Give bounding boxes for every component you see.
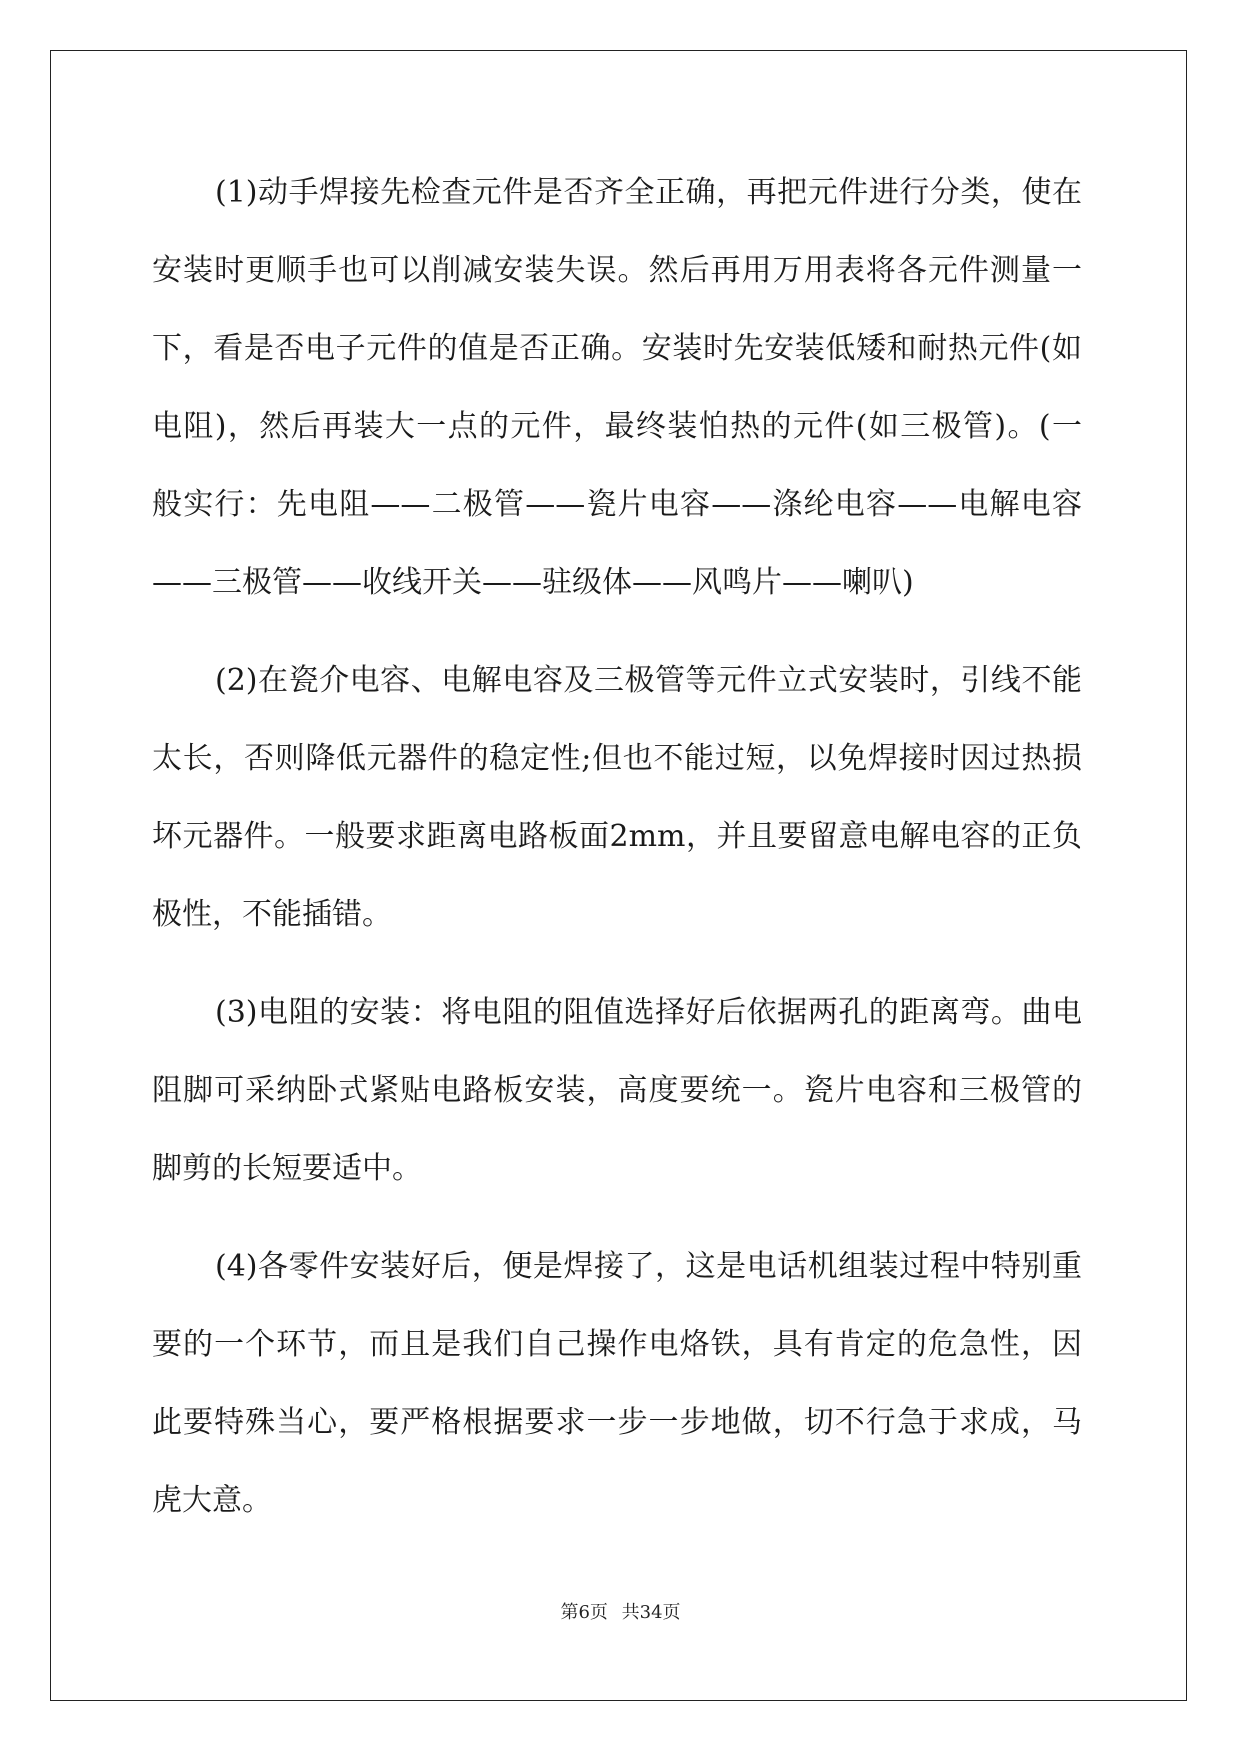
text-line: 般实行：先电阻——二极管——瓷片电容——涤纶电容——电解电容	[152, 487, 1082, 522]
paragraph-4	[152, 1228, 1082, 1540]
paragraph-2	[152, 642, 1082, 954]
page-total: 共34页	[621, 1602, 681, 1623]
text-line: 太长，否则降低元器件的稳定性;但也不能过短，以免焊接时因过热损	[152, 741, 1082, 776]
text-line: 要的一个环节，而且是我们自己操作电烙铁，具有肯定的危急性，因	[152, 1327, 1082, 1362]
paragraph-1	[152, 154, 1082, 622]
text-line: 安装时更顺手也可以削减安装失误。然后再用万用表将各元件测量一	[152, 253, 1082, 288]
paragraph-3	[152, 974, 1082, 1208]
page-footer	[0, 1598, 1241, 1624]
text-line: 下，看是否电子元件的值是否正确。安装时先安装低矮和耐热元件(如	[152, 331, 1082, 366]
document-body	[152, 154, 1082, 1560]
text-line: 阻脚可采纳卧式紧贴电路板安装，高度要统一。瓷片电容和三极管的	[152, 1073, 1082, 1108]
text-line: (3)电阻的安装：将电阻的阻值选择好后依据两孔的距离弯。曲电	[215, 995, 1082, 1030]
text-line: 虎大意。	[152, 1483, 272, 1518]
text-line: 坏元器件。一般要求距离电路板面2mm，并且要留意电解电容的正负	[152, 819, 1082, 854]
text-line: 电阻)，然后再装大一点的元件，最终装怕热的元件(如三极管)。(一	[152, 409, 1082, 444]
text-line: (1)动手焊接先检查元件是否齐全正确，再把元件进行分类，使在	[215, 175, 1082, 210]
page-number: 第6页	[560, 1602, 608, 1623]
text-line: (2)在瓷介电容、电解电容及三极管等元件立式安装时，引线不能	[215, 663, 1082, 698]
text-line: (4)各零件安装好后，便是焊接了，这是电话机组装过程中特别重	[215, 1249, 1082, 1284]
text-line: 此要特殊当心，要严格根据要求一步一步地做，切不行急于求成，马	[152, 1405, 1082, 1440]
text-line: 脚剪的长短要适中。	[152, 1151, 422, 1186]
text-line: 极性，不能插错。	[152, 897, 392, 932]
text-line: ——三极管——收线开关——驻级体——风鸣片——喇叭)	[152, 565, 914, 600]
